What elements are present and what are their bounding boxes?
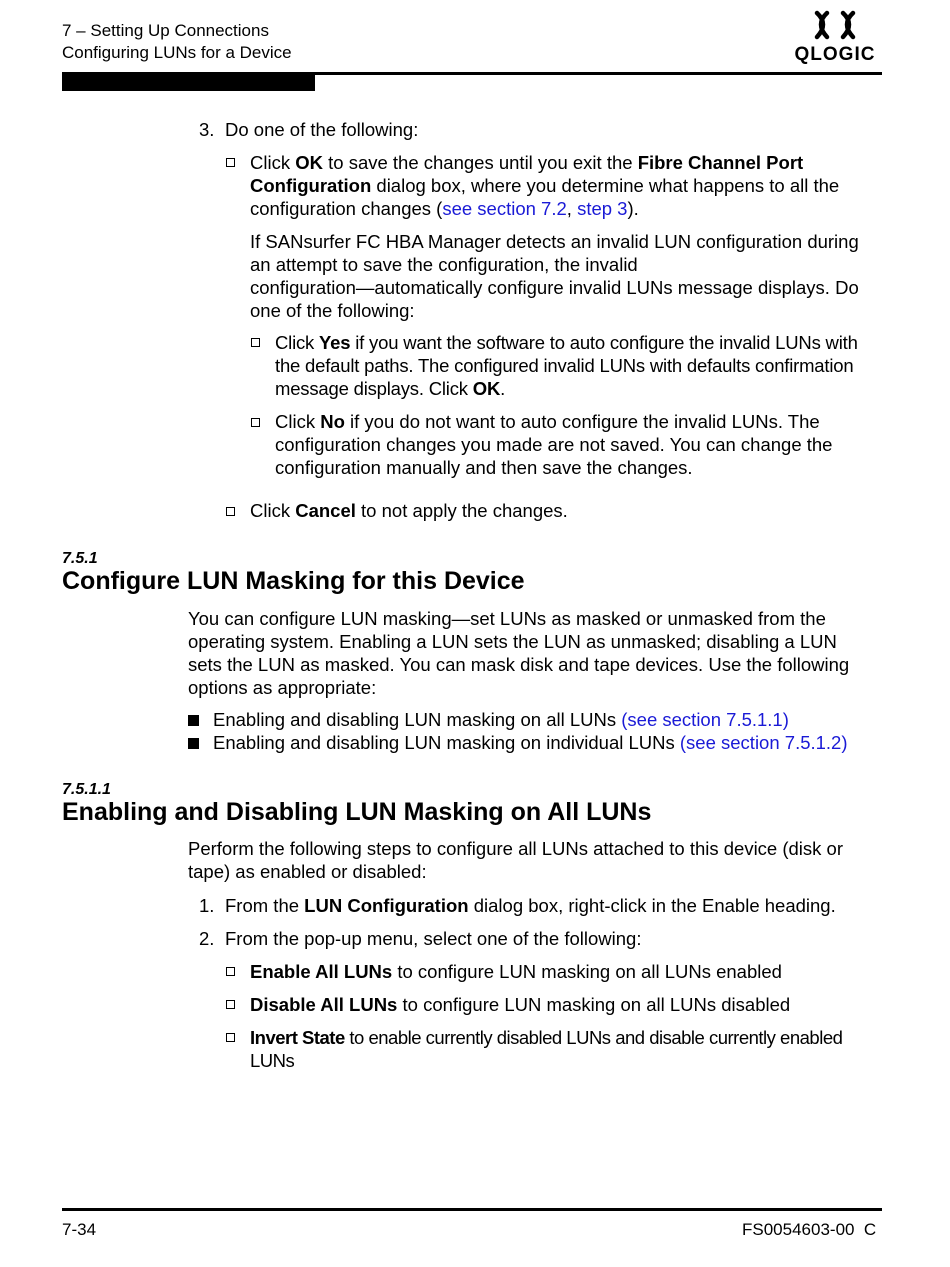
header-bar [62,75,315,91]
checkbox-bullet-icon [251,338,260,347]
footer-rule [62,1208,882,1211]
step-text: From the pop-up menu, select one of the following: [225,928,642,949]
step-text: Do one of the following: [225,119,419,140]
bullet-item: Enabling and disabling LUN masking on all LUNs (see section 7.5.1.1) [213,709,789,730]
checkbox-bullet-icon [226,967,235,976]
option-item: Invert State to enable currently disabled LUNs and disable currently enabled LUNs [250,1027,843,1071]
section-title: Enabling and Disabling LUN Masking on All LUNs [62,798,652,826]
step-number: 3. [199,119,215,140]
link-step-3[interactable]: step 3 [577,198,628,219]
section-paragraph: You can configure LUN masking—set LUNs as masked or unmasked from the operating system. Enabling a LUN sets the LUN as unmasked; disabling a LUN sets the LUN as masked. You can mask disk and tape devices. Use the following options as appropriate: [188,608,850,698]
checkbox-bullet-icon [226,158,235,167]
link-section-7-5-1-2[interactable]: (see section 7.5.1.2) [679,732,848,753]
page-number: 7-34 [62,1220,97,1239]
link-section-7-2[interactable]: see section 7.2 [442,198,567,219]
running-header-chapter: 7 – Setting Up Connections [62,21,269,40]
checkbox-bullet-icon [226,1033,235,1042]
section-paragraph: Perform the following steps to configure all LUNs attached to this device (disk or tape) as enabled or disabled: [188,838,844,882]
qlogic-logo [789,8,881,64]
invalid-config-paragraph: If SANsurfer FC HBA Manager detects an invalid LUN configuration during an attempt to save the configuration, the invalid configuration—automatically configure invalid LUNs message displays. Do one of the following: [250,231,859,321]
section-title: Configure LUN Masking for this Device [62,567,525,595]
checkbox-bullet-icon [226,507,235,516]
list-item-cancel: Click Cancel to not apply the changes. [250,500,568,521]
option-item: Enable All LUNs to configure LUN masking on all LUNs enabled [250,961,782,982]
square-bullet-icon [188,738,199,749]
list-item-ok: Click OK to save the changes until you exit the Fibre Channel Port Configuration dialog box, where you determine what happens to all the configuration changes (see section 7.2, step 3). [250,152,840,219]
option-item: Disable All LUNs to configure LUN masking on all LUNs disabled [250,994,791,1015]
section-number: 7.5.1 [62,550,98,567]
step-number: 1. [199,895,215,916]
logo-text: QLOGIC [794,44,876,65]
qlogic-logo-mark-icon [789,8,881,44]
step-text: From the LUN Configuration dialog box, right-click in the Enable heading. [225,895,836,916]
document-number: FS0054603-00 C [742,1220,877,1239]
bullet-item: Enabling and disabling LUN masking on individual LUNs (see section 7.5.1.2) [213,732,848,753]
checkbox-bullet-icon [226,1000,235,1009]
square-bullet-icon [188,715,199,726]
checkbox-bullet-icon [251,418,260,427]
step-number: 2. [199,928,215,949]
section-number: 7.5.1.1 [62,781,111,798]
running-header-section: Configuring LUNs for a Device [62,43,292,62]
link-section-7-5-1-1[interactable]: (see section 7.5.1.1) [621,709,789,730]
list-item-yes: Click Yes if you want the software to auto configure the invalid LUNs with the default paths. The configured invalid LUNs with defaults confirmation message displays. Click OK. [275,332,858,399]
list-item-no: Click No if you do not want to auto configure the invalid LUNs. The configuration changes you made are not saved. You can change the configuration manually and then save the changes. [275,411,833,478]
